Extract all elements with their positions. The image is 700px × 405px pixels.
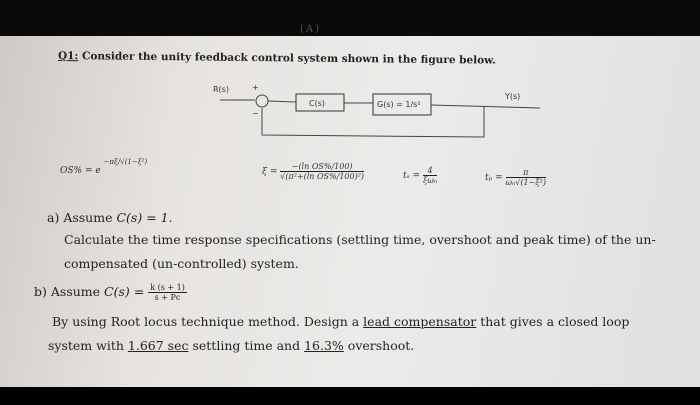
- settling-formula: tₛ = $\frac{4}{\text{ξωₙ}}$: [403, 166, 438, 185]
- part-b-line3: system with 1.667 sec settling time and 16.3% overshoot.: [48, 338, 415, 353]
- question-text: Consider the unity feedback control system shown in the figure below.: [81, 50, 496, 67]
- summing-junction: [256, 95, 268, 107]
- peak-formula: tₚ = $\frac{\pi}{\text{ωₙ√(1−ξ²)}}$: [485, 168, 547, 187]
- plant-label: G(s) = 1/s²: [377, 100, 421, 109]
- zeta-formula: ξ = $\frac{\text{−(ln OS\%/100)}}{\text{√(π²+(ln OS\%/100)²)}}$: [262, 162, 365, 181]
- output-label: Y(s): [505, 92, 521, 101]
- overshoot-formula: OS% = e $^{-\pi\xi/√(1-\xi^2)}$: [60, 158, 148, 176]
- input-label: R(s): [213, 85, 229, 94]
- plus-sign: +: [252, 83, 259, 92]
- link-error: [268, 101, 296, 102]
- part-b-line1: b) Assume C(s) = $\frac{k (s + 1)}{s + Pc}$: [34, 283, 185, 302]
- controller-label: C(s): [309, 99, 325, 108]
- question-number: Q1:: [57, 50, 79, 63]
- part-b-line2: By using Root locus technique method. Design a lead compensator that gives a closed loop: [52, 314, 630, 329]
- top-dark-strip: [0, 0, 700, 36]
- minus-sign: −: [252, 109, 259, 118]
- part-a-line1: a) Assume C(s) = 1.: [47, 210, 173, 225]
- part-a-line3: compensated (un-controlled) system.: [64, 256, 299, 271]
- output-line: [431, 105, 540, 108]
- part-a-line2: Calculate the time response specifications (settling time, overshoot and peak time) of the un-: [64, 232, 656, 247]
- paper-sheet: [0, 36, 700, 387]
- cutoff-text: (A): [300, 24, 322, 35]
